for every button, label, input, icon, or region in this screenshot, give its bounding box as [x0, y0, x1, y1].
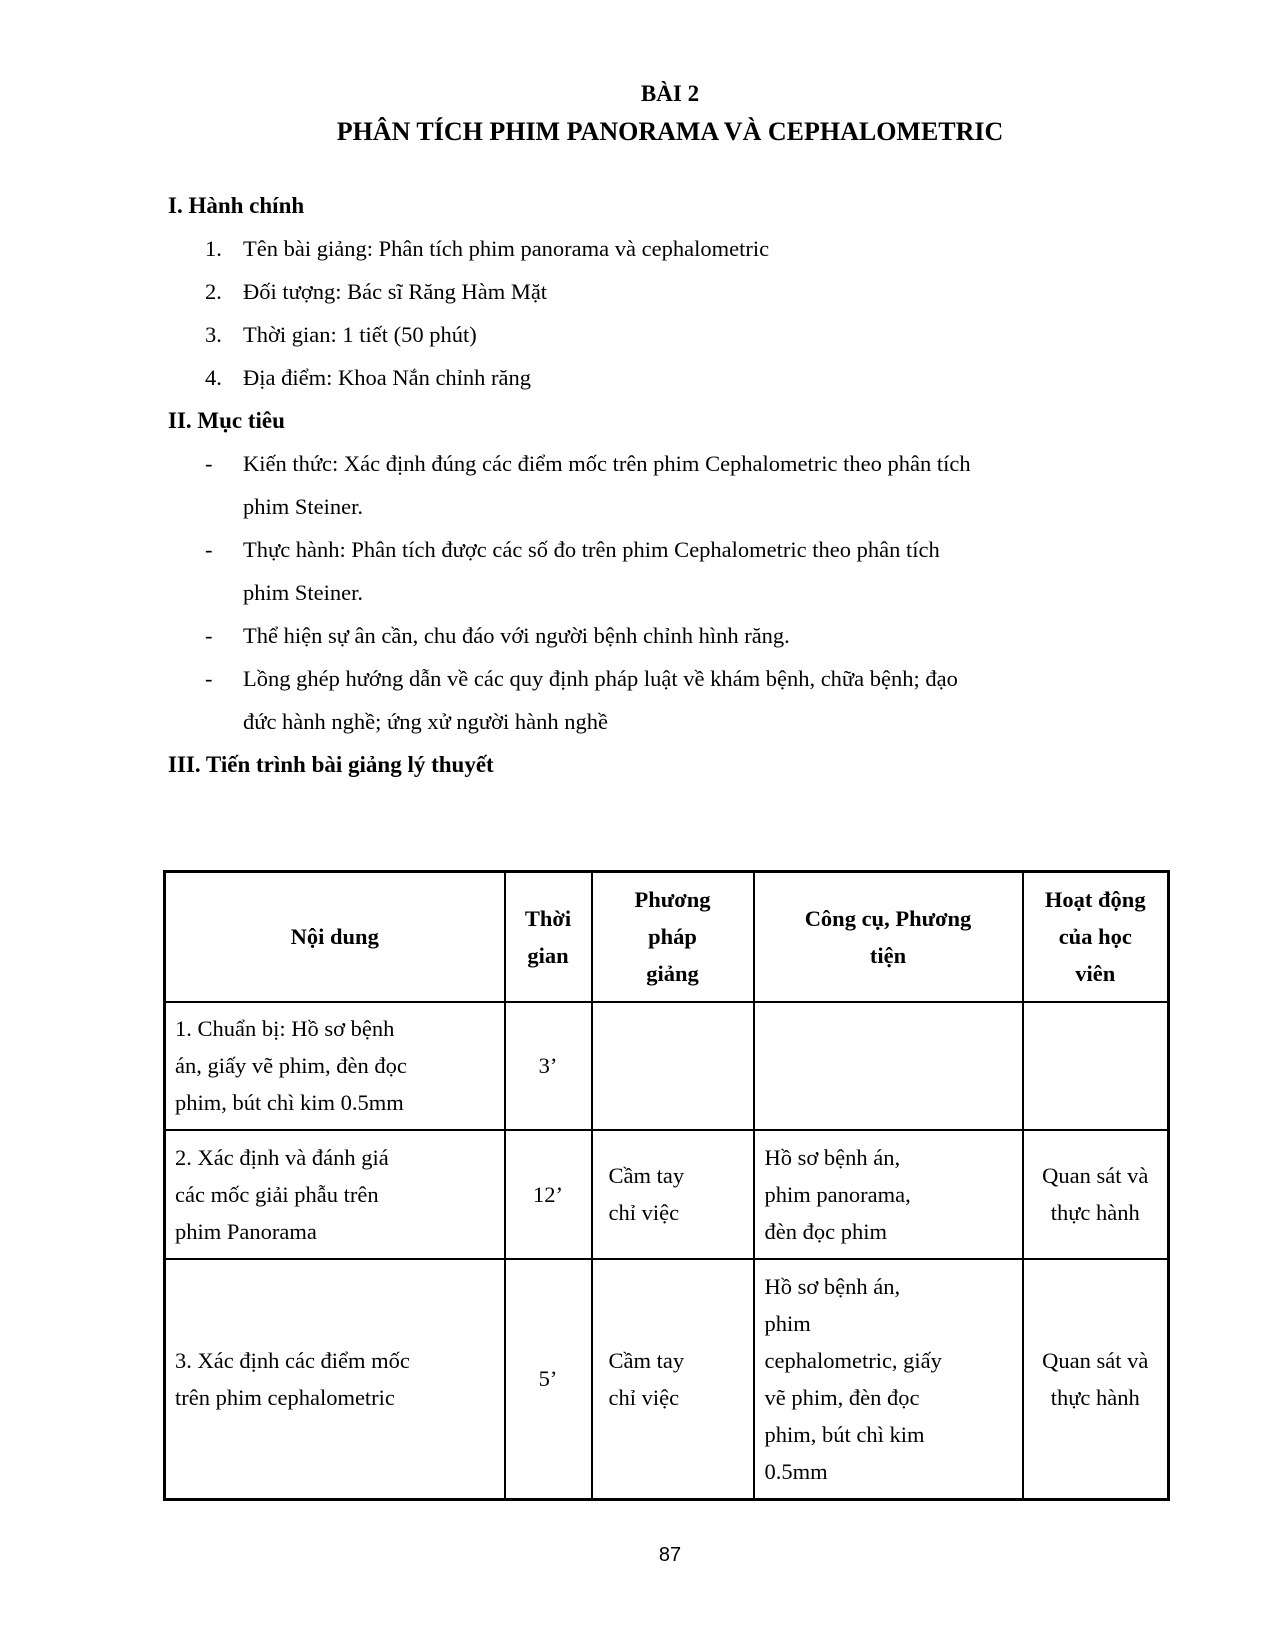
cell-line: vẽ phim, đèn đọc — [764, 1384, 920, 1410]
list-number: 1. — [205, 236, 222, 261]
objective-line: Lồng ghép hướng dẫn về các quy định pháp luật về khám bệnh, chữa bệnh; đạo — [243, 666, 958, 691]
table-row — [165, 1002, 1169, 1130]
dash-bullet: - — [205, 537, 213, 562]
table-header-cell — [1023, 872, 1169, 1002]
header-line: giảng — [646, 961, 699, 987]
objective-line: Thực hành: Phân tích được các số đo trên phim Cephalometric theo phân tích — [243, 537, 940, 562]
objective-line: phim Steiner. — [243, 494, 363, 519]
cell-line: 3. Xác định các điểm mốc — [175, 1347, 410, 1373]
dash-bullet: - — [205, 451, 213, 476]
table-cell — [754, 1259, 1023, 1500]
table-header-cell — [592, 872, 754, 1002]
objective-text — [243, 657, 1172, 743]
list-item-text: Đối tượng: Bác sĩ Răng Hàm Mặt — [243, 279, 548, 304]
cell-line: đèn đọc phim — [764, 1218, 887, 1244]
cell-line: phim — [764, 1310, 811, 1336]
table-cell — [1023, 1259, 1169, 1500]
page-number: 87 — [658, 1544, 682, 1566]
cell-line: thực hành — [1050, 1200, 1140, 1225]
table-cell — [592, 1259, 754, 1500]
table-cell — [1023, 1130, 1169, 1259]
header-line: Phương — [634, 887, 711, 913]
dash-bullet: - — [205, 666, 213, 691]
list-item-text: Tên bài giảng: Phân tích phim panorama và cephalometric — [243, 236, 770, 261]
table-row — [165, 1259, 1169, 1500]
table-header-cell — [754, 872, 1023, 1002]
objective-line: Thể hiện sự ân cần, chu đáo với người bệnh chỉnh hình răng. — [243, 623, 790, 648]
list-item — [205, 356, 1172, 399]
table-header-cell — [505, 872, 592, 1002]
table-cell — [505, 1002, 592, 1130]
header-line: Nội dung — [290, 924, 379, 950]
header-line: tiện — [869, 942, 907, 968]
section-3-heading: III. Tiến trình bài giảng lý thuyết — [168, 752, 494, 777]
header-line: Thời — [524, 905, 572, 931]
table-cell — [165, 1259, 505, 1500]
table-cell — [505, 1259, 592, 1500]
title-line-1: BÀI 2 — [640, 81, 700, 106]
list-item — [205, 270, 1172, 313]
title-line-2: PHÂN TÍCH PHIM PANORAMA VÀ CEPHALOMETRIC — [336, 117, 1004, 146]
cell-line: án, giấy vẽ phim, đèn đọc — [175, 1053, 407, 1078]
table-cell — [754, 1130, 1023, 1259]
cell-line: Quan sát và — [1042, 1347, 1149, 1373]
header-line: viên — [1075, 961, 1116, 987]
objective-item — [205, 528, 1172, 614]
cell-line: Cầm tay — [608, 1163, 685, 1188]
objective-line: Kiến thức: Xác định đúng các điểm mốc trên phim Cephalometric theo phân tích — [243, 451, 971, 476]
cell-line: Cầm tay — [608, 1347, 685, 1373]
objective-item — [205, 442, 1172, 528]
header-line: gian — [527, 942, 569, 968]
table-header-row — [165, 872, 1169, 1002]
list-item — [205, 227, 1172, 270]
table-cell — [165, 1002, 505, 1130]
table-row — [165, 1130, 1169, 1259]
cell-line: 12’ — [533, 1181, 563, 1207]
cell-line: phim Panorama — [175, 1218, 317, 1244]
section-1-heading: I. Hành chính — [168, 193, 305, 218]
cell-line: chỉ việc — [608, 1200, 680, 1225]
lesson-plan-table — [163, 870, 1170, 1501]
list-number: 2. — [205, 279, 222, 304]
cell-line: Hồ sơ bệnh án, — [764, 1144, 901, 1170]
cell-line: thực hành — [1050, 1384, 1140, 1410]
list-item — [205, 313, 1172, 356]
cell-line: phim panorama, — [764, 1181, 911, 1207]
objective-line: đức hành nghề; ứng xử người hành nghề — [243, 709, 608, 734]
objective-text — [243, 528, 1172, 614]
header-line: Công cụ, Phương — [804, 905, 972, 931]
list-number: 3. — [205, 322, 222, 347]
cell-line: trên phim cephalometric — [175, 1384, 395, 1410]
objective-text — [243, 614, 1172, 657]
objective-item — [205, 614, 1172, 657]
cell-line: cephalometric, giấy — [764, 1347, 942, 1373]
cell-line: Quan sát và — [1042, 1163, 1149, 1188]
cell-line: 2. Xác định và đánh giá — [175, 1144, 389, 1170]
cell-line: các mốc giải phẫu trên — [175, 1181, 379, 1207]
cell-line: phim, bút chì kim 0.5mm — [175, 1090, 404, 1115]
list-item-text: Địa điểm: Khoa Nắn chỉnh răng — [243, 365, 532, 390]
objective-text — [243, 442, 1172, 528]
table-cell — [592, 1130, 754, 1259]
cell-line: Hồ sơ bệnh án, — [764, 1273, 901, 1299]
table-header-cell — [165, 872, 505, 1002]
header-line: Hoạt động — [1044, 887, 1146, 913]
cell-line: 5’ — [538, 1366, 558, 1392]
table-cell — [592, 1002, 754, 1130]
dash-bullet: - — [205, 623, 213, 648]
cell-line: 1. Chuẩn bị: Hồ sơ bệnh — [175, 1016, 395, 1041]
section-2-heading: II. Mục tiêu — [168, 408, 285, 433]
table-cell — [754, 1002, 1023, 1130]
document-content — [168, 76, 1172, 786]
header-line: của học — [1058, 924, 1132, 950]
cell-line: 0.5mm — [764, 1458, 828, 1484]
table-cell — [165, 1130, 505, 1259]
table-cell — [505, 1130, 592, 1259]
table-cell — [1023, 1002, 1169, 1130]
objective-item — [205, 657, 1172, 743]
list-number: 4. — [205, 365, 222, 390]
list-item-text: Thời gian: 1 tiết (50 phút) — [243, 322, 477, 347]
cell-line: 3’ — [538, 1053, 558, 1078]
cell-line: phim, bút chì kim — [764, 1421, 925, 1447]
header-line: pháp — [648, 924, 697, 950]
cell-line: chỉ việc — [608, 1384, 680, 1410]
objective-line: phim Steiner. — [243, 580, 363, 605]
